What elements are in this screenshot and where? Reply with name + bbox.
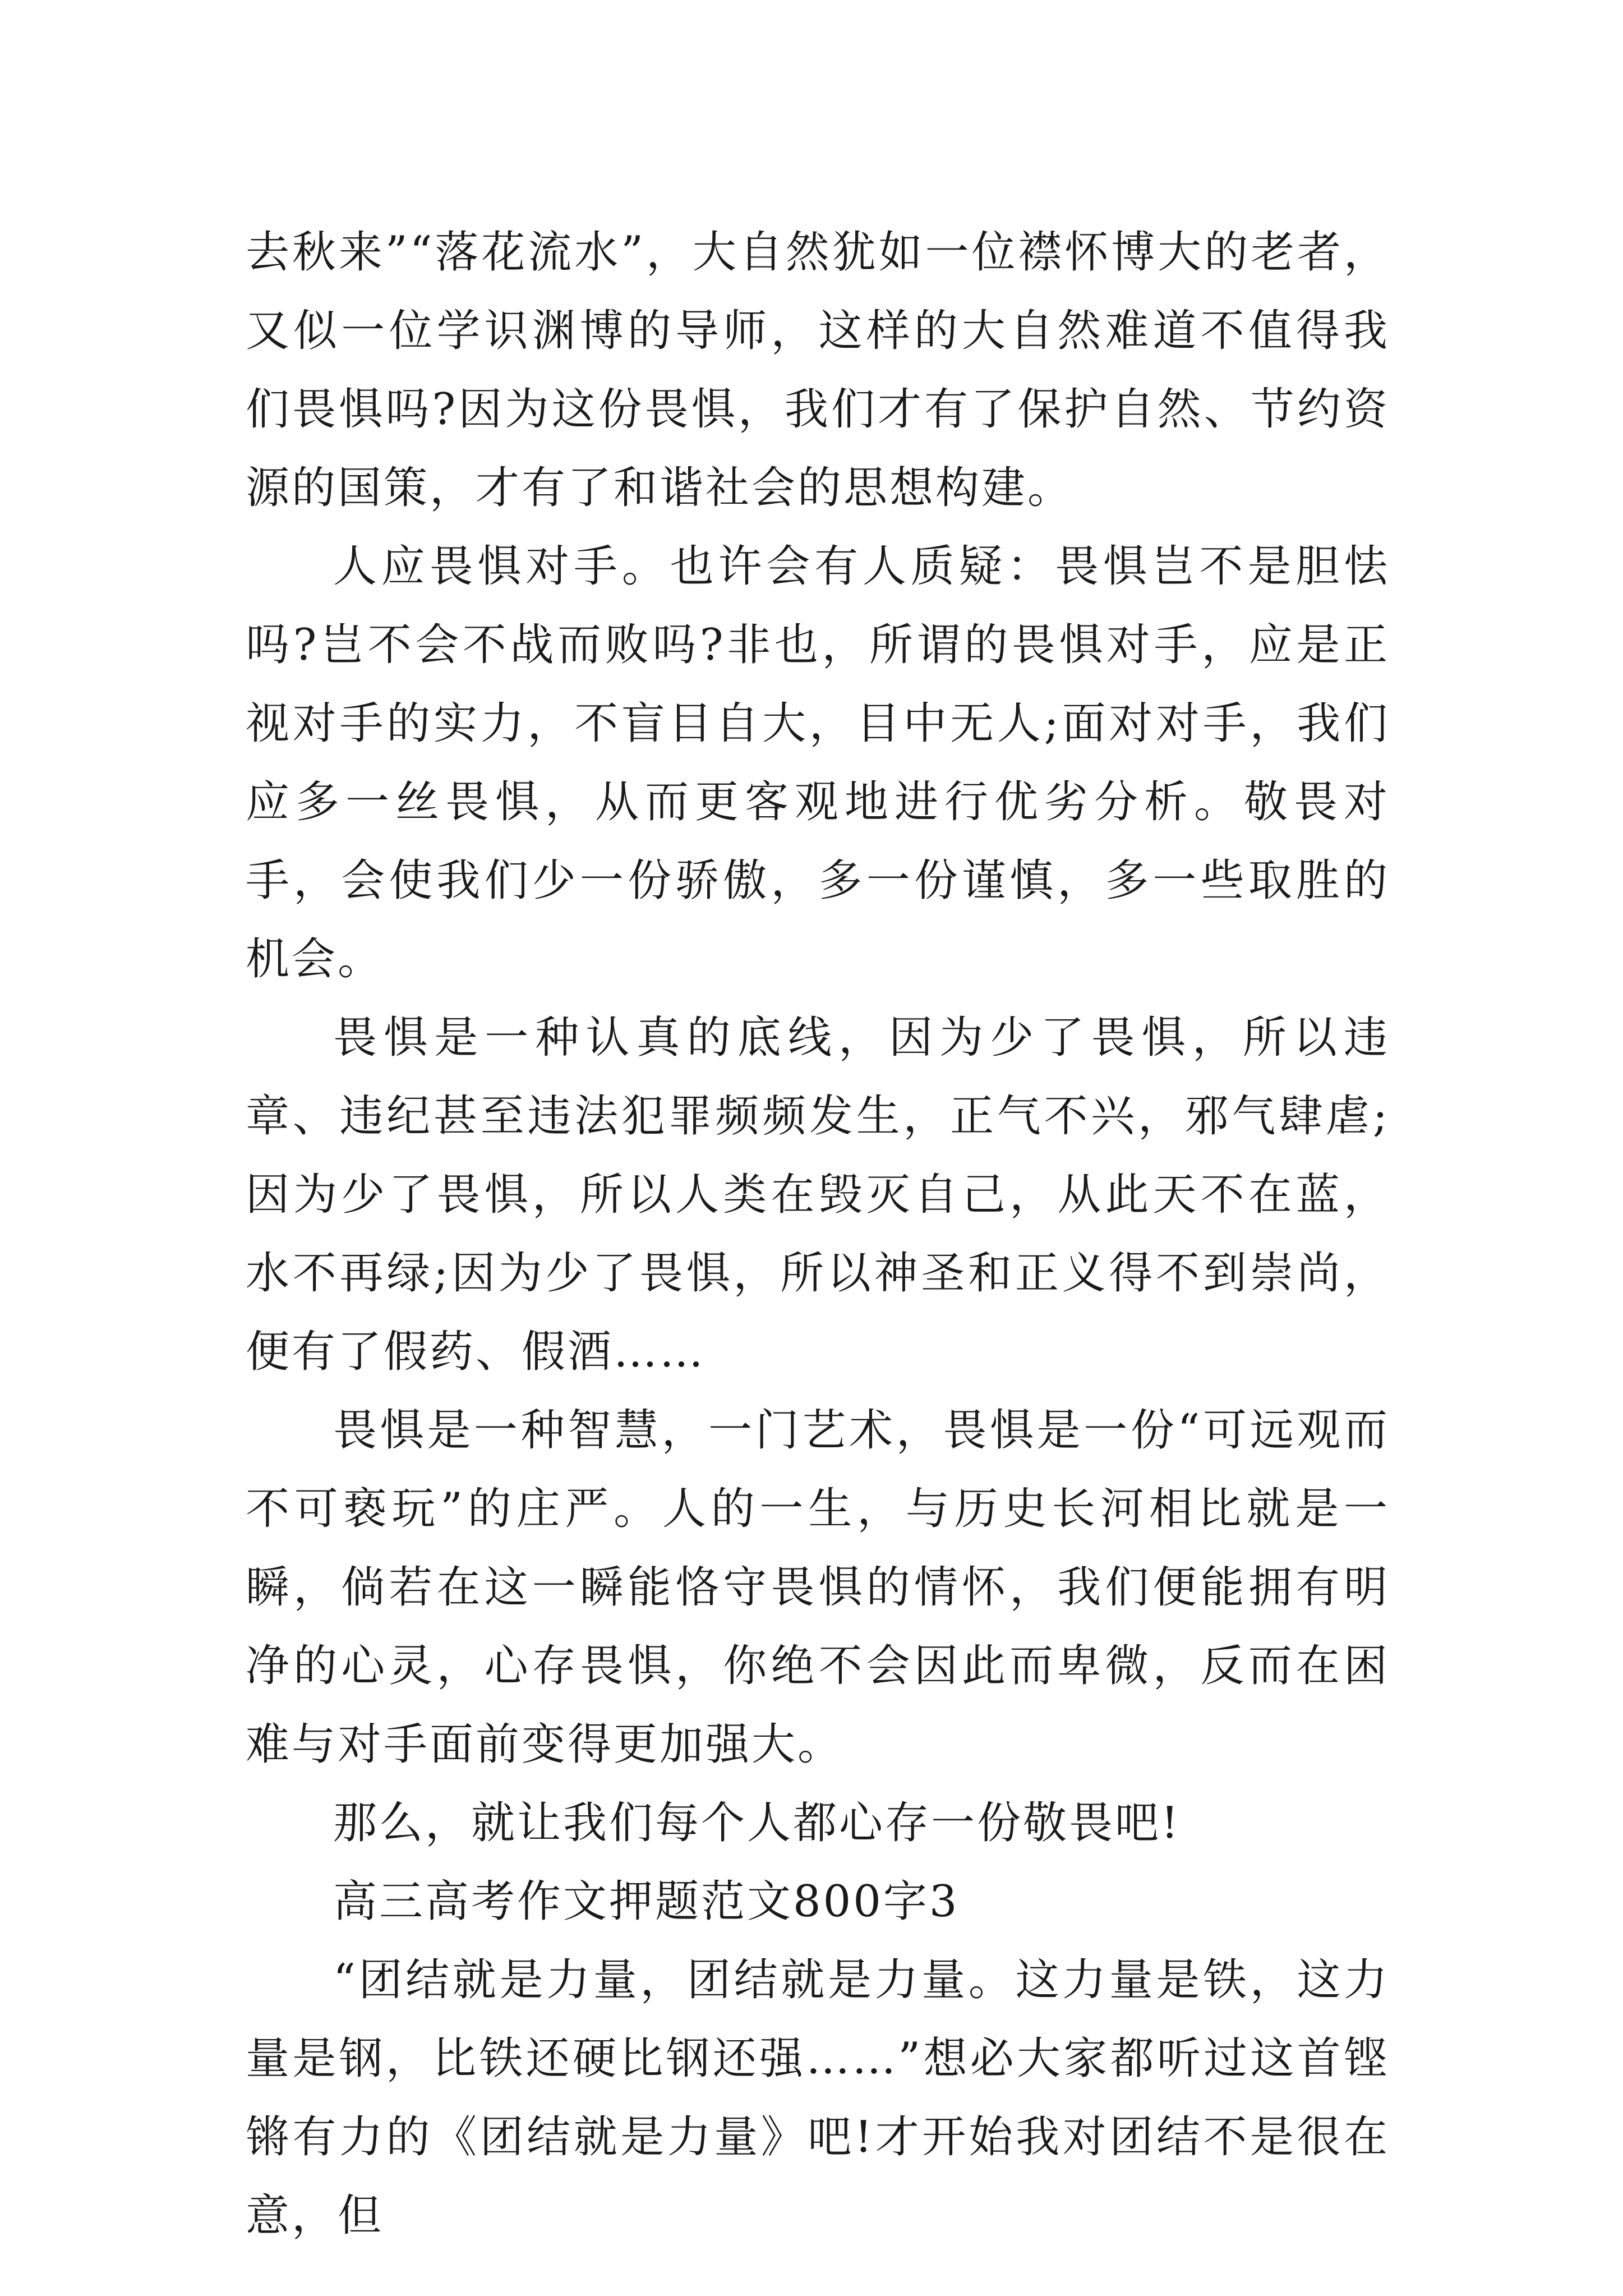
paragraph-unity: “团结就是力量，团结就是力量。这力量是铁，这力量是钢，比铁还硬比钢还强……”想必大家都听过这首铿锵有力的《团结就是力量》吧!才开始我对团结不是很在意，但	[246, 1955, 1390, 2241]
document-body	[246, 213, 1390, 2255]
paragraph-nature: 去秋来”“落花流水”，大自然犹如一位襟怀博大的老者，又似一位学识渊博的导师，这样的大自然难道不值得我们畏惧吗?因为这份畏惧，我们才有了保护自然、节约资源的国策，才有了和谐社会的思想构建。	[246, 227, 1390, 513]
paragraph-conclusion: 那么，就让我们每个人都心存一份敬畏吧!	[333, 1798, 1181, 1848]
paragraph-bottom-line: 畏惧是一种认真的底线，因为少了畏惧，所以违章、违纪甚至违法犯罪频频发生，正气不兴，邪气肆虐;因为少了畏惧，所以人类在毁灭自己，从此天不在蓝，水不再绿;因为少了畏惧，所以神圣和正义得不到崇尚，便有了假药、假酒……	[246, 1013, 1390, 1377]
paragraph-opponent: 人应畏惧对手。也许会有人质疑：畏惧岂不是胆怯吗?岂不会不战而败吗?非也，所谓的畏惧对手，应是正视对手的实力，不盲目自大，目中无人;面对对手，我们应多一丝畏惧，从而更客观地进行优劣分析。敬畏对手，会使我们少一份骄傲，多一份谨慎，多一些取胜的机会。	[246, 541, 1390, 984]
paragraph-wisdom: 畏惧是一种智慧，一门艺术，畏惧是一份“可远观而不可亵玩”的庄严。人的一生，与历史长河相比就是一瞬，倘若在这一瞬能恪守畏惧的情怀，我们便能拥有明净的心灵，心存畏惧，你绝不会因此而卑微，反而在困难与对手面前变得更加强大。	[246, 1405, 1390, 1770]
section-heading: 高三高考作文押题范文800字3	[333, 1876, 960, 1927]
